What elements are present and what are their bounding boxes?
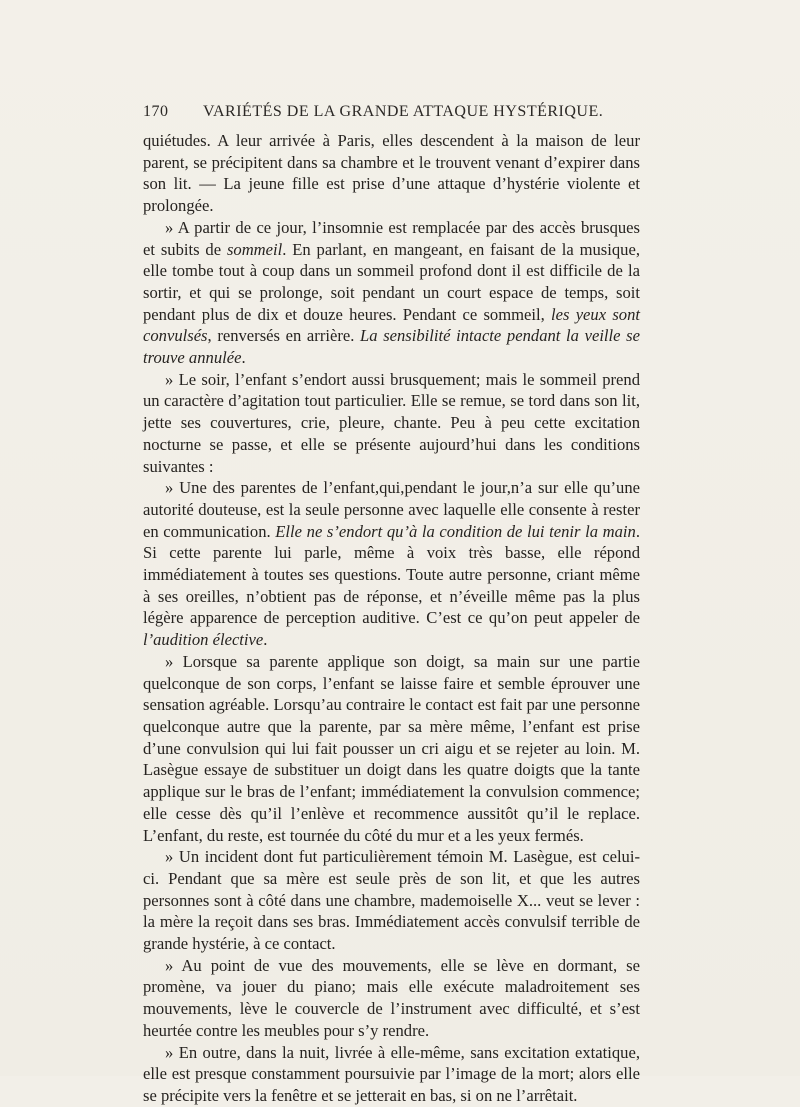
text-run: . <box>263 630 268 650</box>
paragraph <box>143 651 640 846</box>
paragraph <box>143 130 640 217</box>
running-title: VARIÉTÉS DE LA GRANDE ATTAQUE HYSTÉRIQUE. <box>203 103 604 120</box>
text-run: » Une des parentes de l’enfant,qui,pendant le jour,n’a sur elle qu’une autorité douteuse, est la seule personne avec laquelle elle consente à rester en communication. <box>143 478 640 541</box>
text-run: quiétudes. A leur arrivée à Paris, elles descendent à la maison de leur parent, se précipitent dans sa chambre et le trouvent venant d’expirer dans son lit. — La jeune fille est prise d’une attaque d’hystérie violente et prolongée. <box>143 131 640 216</box>
italic-text: l’audition élective <box>143 630 264 650</box>
text-run: » Un incident dont fut particulièrement témoin M. Lasègue, est celui-ci. Pendant que sa mère est seule près de son lit, et que les autres personnes sont à côté dans une chambre, mademoiselle X... veut se lever : la mère la reçoit dans ses bras. Immédiatement accès convulsif terrible de grande hystérie, à ce contact. <box>143 847 640 954</box>
paragraph <box>143 1042 640 1107</box>
paragraph <box>143 955 640 1042</box>
paragraph <box>143 217 640 369</box>
page-number: 170 <box>143 103 169 120</box>
text-run: . <box>241 348 246 368</box>
paragraph <box>143 477 640 651</box>
text-run: » Le soir, l’enfant s’endort aussi brusquement; mais le sommeil prend un caractère d’agitation tout particulier. Elle se remue, se tord dans son lit, jette ses couvertures, crie, pleure, chante. Peu à peu cette excitation nocturne se passe, et elle se présente aujourd’hui dans les conditions suivantes : <box>143 369 640 476</box>
text-run: . En parlant, en mangeant, en faisant de la musique, elle tombe tout à coup dans un sommeil profond dont il est difficile de la sortir, et qui se prolonge, soit pendant un court espace de temps, soit pendant plus de dix et douze heures. Pendant ce sommeil, <box>143 239 640 324</box>
text-run: » Au point de vue des mouvements, elle se lève en dormant, se promène, va jouer du piano; mais elle exécute maladroitement ses mouvements, lève le couvercle de l’instrument avec difficulté, et s’est heurtée contre les meubles pour s’y rendre. <box>143 955 640 1040</box>
paragraph <box>143 846 640 955</box>
italic-text: sommeil <box>226 239 283 259</box>
italic-text: les yeux sont convulsés <box>143 304 640 346</box>
body-text <box>143 130 640 1107</box>
text-run: , renversés en arrière. <box>207 326 361 346</box>
paragraph <box>143 369 640 478</box>
italic-text: La sensibilité intacte pendant la veille se trouve annulée <box>143 326 640 368</box>
text-run: » A partir de ce jour, l’insomnie est remplacée par des accès brusques et subits de <box>143 217 640 259</box>
italic-text: Elle ne s’endort qu’à la condition de lui tenir la main <box>275 521 636 541</box>
text-run: » Lorsque sa parente applique son doigt, sa main sur une partie quelconque de son corps, l’enfant se laisse faire et semble éprouver une sensation agréable. Lorsqu’au contraire le contact est fait par une personne quelconque autre que la parente, par sa mère même, l’enfant est prise d’une convulsion qui lui fait pousser un cri aigu et se rejeter au loin. M. Lasègue essaye de substituer un doigt dans les quatre doigts que la tante applique sur le bras de l’enfant; immédiatement la convulsion commence; elle cesse dès qu’il l’enlève et recommence aussitôt qu’il le replace. L’enfant, du reste, est tournée du côté du mur et a les yeux fermés. <box>143 651 640 845</box>
text-run: . Si cette parente lui parle, même à voix très basse, elle répond immédiatement à toutes ses questions. Toute autre personne, criant même à ses oreilles, n’obtient pas de réponse, et n’éveille même pas la plus légère apparence de perception auditive. C’est ce qu’on peut appeler de <box>143 521 640 628</box>
running-header <box>143 103 643 121</box>
text-run: » En outre, dans la nuit, livrée à elle-même, sans excitation extatique, elle est presque constamment poursuivie par l’image de la mort; alors elle se précipite vers la fenêtre et se jetterait en bas, si on ne l’arrêtait. <box>143 1042 640 1105</box>
